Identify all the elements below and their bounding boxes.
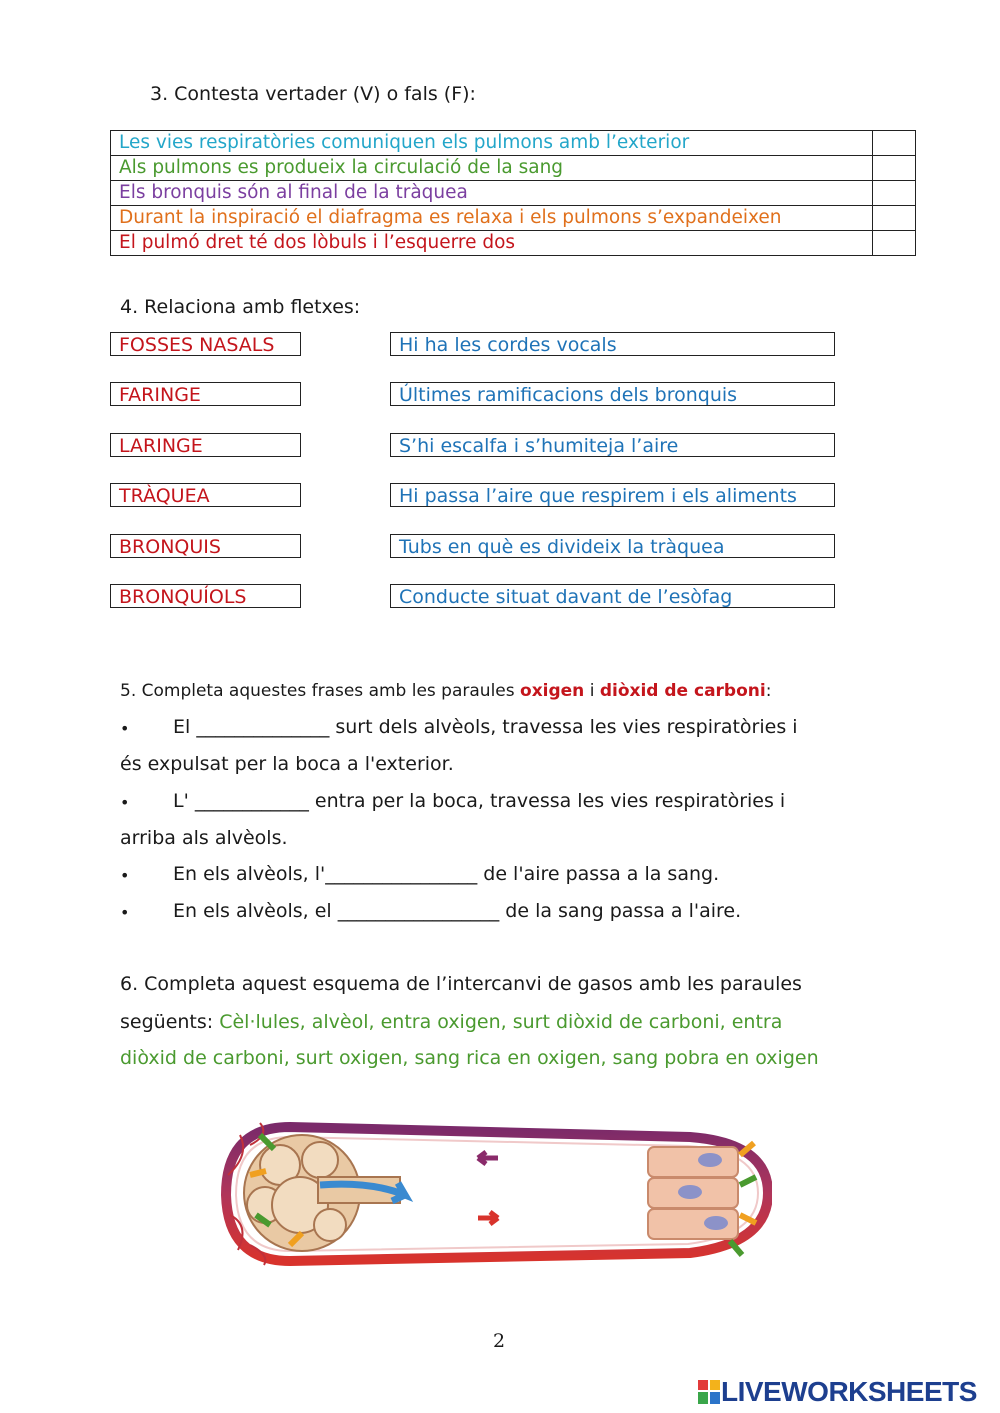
sentence-2: L' ____________ entra per la boca, travessa les vies respiratòries i [173, 790, 786, 812]
organ-box[interactable]: BRONQUÍOLS [110, 584, 301, 608]
description-box[interactable]: Hi ha les cordes vocals [390, 332, 835, 356]
question-6-title: 6. Completa aquest esquema de l’intercanvi de gasos amb les paraules [120, 973, 802, 995]
statement-text: Durant la inspiració el diafragma es relaxa i els pulmons s’expandeixen [111, 206, 873, 231]
question-5-title [120, 681, 771, 701]
liveworksheets-logo [697, 1377, 977, 1407]
table-row [111, 181, 916, 206]
page-number: 2 [493, 1330, 506, 1352]
description-box[interactable]: Hi passa l’aire que respirem i els aliments [390, 483, 835, 507]
table-row [111, 206, 916, 231]
answer-cell[interactable] [873, 181, 916, 206]
gas-arrow [250, 1171, 266, 1175]
statement-text: Als pulmons es produeix la circulació de la sang [111, 156, 873, 181]
question-4-title: 4. Relaciona amb fletxes: [120, 296, 361, 318]
sentence-3: En els alvèols, l'________________ de l'aire passa a la sang. [173, 863, 720, 885]
body-cells [648, 1147, 738, 1239]
answer-cell[interactable] [873, 156, 916, 181]
bullet-icon: • [120, 903, 130, 922]
question-6-label: següents: [120, 1011, 220, 1033]
sentence-2-continued: arriba als alvèols. [120, 827, 288, 849]
bullet-icon: • [120, 866, 130, 885]
true-false-table [110, 130, 916, 256]
organ-box[interactable]: LARINGE [110, 433, 301, 457]
statement-text: El pulmó dret té dos lòbuls i l’esquerre dos [111, 231, 873, 256]
statement-text: Els bronquis són al final de la tràquea [111, 181, 873, 206]
question-5-connector: i [584, 681, 600, 701]
question-5-colon: : [765, 681, 772, 701]
question-6-wordlist [120, 1011, 782, 1033]
word-list-part-1: Cèl·lules, alvèol, entra oxigen, surt diòxid de carboni, entra [219, 1011, 783, 1033]
gas-exchange-diagram [220, 1115, 772, 1270]
organ-box[interactable]: BRONQUIS [110, 534, 301, 558]
logo-icon [697, 1379, 721, 1405]
organ-box[interactable]: FOSSES NASALS [110, 332, 301, 356]
table-row [111, 156, 916, 181]
question-5-intro: 5. Completa aquestes frases amb les paraules [120, 681, 521, 701]
question-3-title: 3. Contesta vertader (V) o fals (F): [150, 83, 476, 105]
organ-box[interactable]: TRÀQUEA [110, 483, 301, 507]
answer-cell[interactable] [873, 231, 916, 256]
brand-name: LIVEWORKSHEETS [721, 1376, 977, 1407]
description-box[interactable]: Conducte situat davant de l’esòfag [390, 584, 835, 608]
description-box[interactable]: Tubs en què es divideix la tràquea [390, 534, 835, 558]
sentence-1: El ______________ surt dels alvèols, travessa les vies respiratòries i [173, 716, 798, 738]
bullet-icon: • [120, 793, 130, 812]
organ-box[interactable]: FARINGE [110, 382, 301, 406]
description-box[interactable]: Últimes ramificacions dels bronquis [390, 382, 835, 406]
answer-cell[interactable] [873, 206, 916, 231]
keyword-carbon-dioxide: diòxid de carboni [599, 681, 766, 701]
sentence-4: En els alvèols, el _________________ de la sang passa a l'aire. [173, 900, 742, 922]
sentence-1-continued: és expulsat per la boca a l'exterior. [120, 753, 454, 775]
keyword-oxygen: oxigen [520, 681, 585, 701]
bullet-icon: • [120, 719, 130, 738]
table-row [111, 231, 916, 256]
description-box[interactable]: S’hi escalfa i s’humiteja l’aire [390, 433, 835, 457]
word-list-part-2: diòxid de carboni, surt oxigen, sang rica en oxigen, sang pobra en oxigen [120, 1047, 819, 1069]
table-row [111, 131, 916, 156]
statement-text: Les vies respiratòries comuniquen els pulmons amb l’exterior [111, 131, 873, 156]
answer-cell[interactable] [873, 131, 916, 156]
